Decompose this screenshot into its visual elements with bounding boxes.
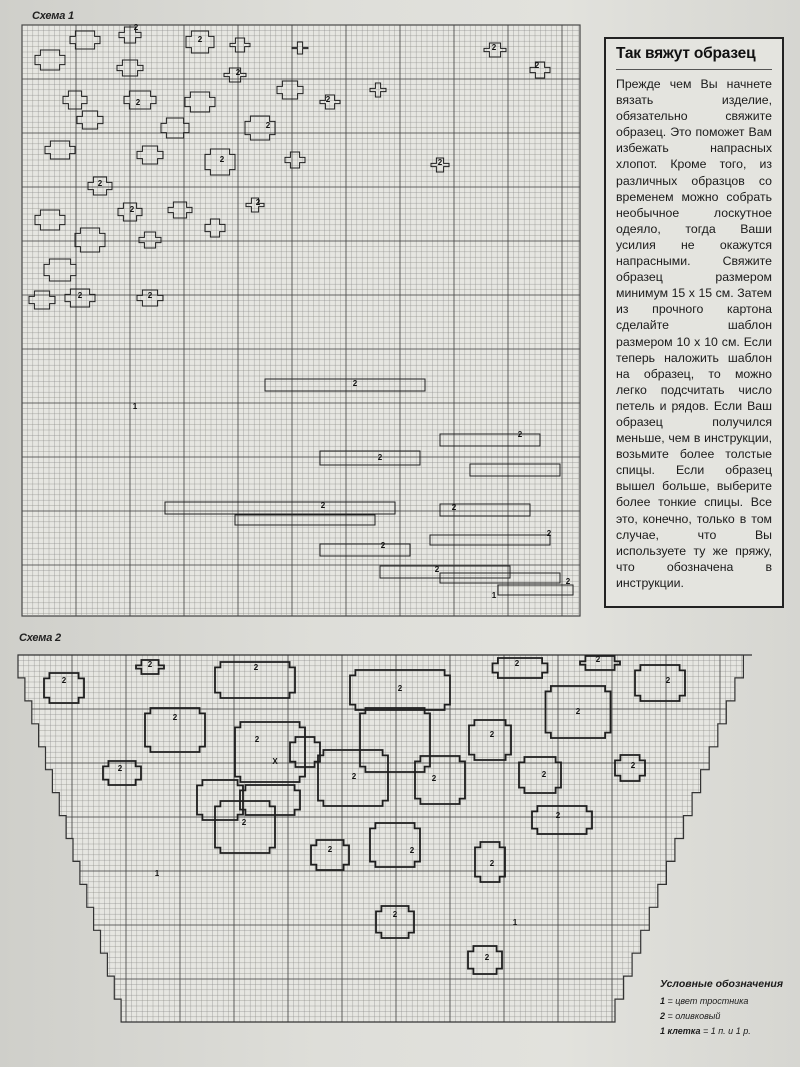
- chart-symbol-two: 2: [172, 713, 178, 722]
- chart-symbol-two: 2: [117, 764, 123, 773]
- legend-key-3: 1 клетка: [660, 1026, 701, 1036]
- chart-symbol-two: 2: [147, 291, 153, 300]
- chart-symbol-two: 2: [392, 910, 398, 919]
- chart-symbol-two: 2: [77, 291, 83, 300]
- chart-symbol-one: 1: [132, 402, 138, 411]
- chart-symbol-two: 2: [197, 35, 203, 44]
- chart-symbol-two: 2: [565, 577, 571, 586]
- chart-symbol-two: 2: [546, 529, 552, 538]
- legend: [660, 978, 800, 1041]
- chart-symbol-two: 2: [377, 453, 383, 462]
- chart-symbol-two: 2: [397, 684, 403, 693]
- chart-symbol-one: 1: [154, 869, 160, 878]
- scheme-2-caption: Схема 2: [19, 632, 61, 644]
- chart-symbol-two: 2: [555, 811, 561, 820]
- legend-key-1: 1: [660, 996, 666, 1006]
- chart-symbol-one: 1: [491, 591, 497, 600]
- sample-info-body: Прежде чем Вы начнете вязать изделие, обязательно свяжите образец. Это поможет Вам избежать напрасных хлопот. Кроме того, из различных образцов со временем можно собрать необычное лоскутное одеяло, тогда Ваши усилия не окажутся напрасными. Свяжите образец размером минимум 15 х 15 см. Затем из прочного картона сделайте шаблон размером 10 х 10 см. Если теперь наложить шаблон на образец, то можно легко подсчитать число петель и рядов. Если Ваш образец получился меньше, чем в инструкции, возьмите более толстые спицы. Если образец вышел больше, выберите более тонкие спицы. Все это, конечно, только в том случае, что Вы используете ту же пряжу, что обозначена в инструкции.: [616, 77, 772, 590]
- chart-symbol-two: 2: [491, 43, 497, 52]
- chart-symbol-two: 2: [253, 663, 259, 672]
- chart-symbol-two: 2: [133, 23, 139, 32]
- chart-symbol-two: 2: [327, 845, 333, 854]
- chart-symbol-two: 2: [129, 205, 135, 214]
- legend-item-3: [660, 1026, 800, 1036]
- chart-symbol-two: 2: [630, 761, 636, 770]
- chart-symbol-two: 2: [254, 735, 260, 744]
- chart-symbol-two: 2: [265, 121, 271, 130]
- legend-item-2: [660, 1011, 800, 1021]
- chart-symbol-two: 2: [514, 659, 520, 668]
- chart-symbol-two: 2: [575, 707, 581, 716]
- chart-symbol-two: 2: [517, 430, 523, 439]
- chart-symbol-two: 2: [352, 379, 358, 388]
- chart-symbol-two: 2: [534, 61, 540, 70]
- scheme-1-caption: Схема 1: [32, 10, 74, 22]
- chart-symbol-two: 2: [241, 818, 247, 827]
- legend-key-2: 2: [660, 1011, 666, 1021]
- legend-text-3: = 1 п. и 1 р.: [700, 1026, 751, 1036]
- legend-item-1: [660, 996, 800, 1006]
- legend-text-2: = оливковый: [665, 1011, 721, 1021]
- chart-symbol-two: 2: [380, 541, 386, 550]
- sample-info-box: [604, 37, 784, 608]
- chart-symbol-two: 2: [320, 501, 326, 510]
- scheme-1-grid: [22, 25, 580, 616]
- chart-symbol-two: 2: [219, 155, 225, 164]
- chart-symbol-two: 2: [489, 859, 495, 868]
- chart-symbol-two: 2: [431, 774, 437, 783]
- chart-symbol-two: 2: [541, 770, 547, 779]
- chart-symbol-two: 2: [325, 95, 331, 104]
- chart-symbol-two: 2: [409, 846, 415, 855]
- chart-symbol-one: 1: [512, 918, 518, 927]
- chart-symbol-two: 2: [451, 503, 457, 512]
- title-divider: [616, 69, 772, 70]
- legend-text-1: = цвет тростника: [665, 996, 749, 1006]
- chart-symbol-two: 2: [489, 730, 495, 739]
- sample-info-title: Так вяжут образец: [616, 45, 756, 62]
- chart-symbol-two: 2: [97, 179, 103, 188]
- chart-symbol-two: 2: [434, 565, 440, 574]
- chart-symbol-two: 2: [665, 676, 671, 685]
- chart-symbol-two: 2: [351, 772, 357, 781]
- chart-symbol-two: 2: [437, 158, 443, 167]
- chart-symbol-two: 2: [255, 198, 261, 207]
- chart-symbol-two: 2: [235, 68, 241, 77]
- chart-symbol-x: X: [272, 757, 278, 766]
- chart-symbol-two: 2: [147, 660, 153, 669]
- chart-symbol-two: 2: [484, 953, 490, 962]
- chart-symbol-two: 2: [135, 98, 141, 107]
- legend-title: Условные обозначения: [660, 978, 784, 990]
- chart-symbol-two: 2: [61, 676, 67, 685]
- chart-symbol-two: 2: [595, 655, 601, 664]
